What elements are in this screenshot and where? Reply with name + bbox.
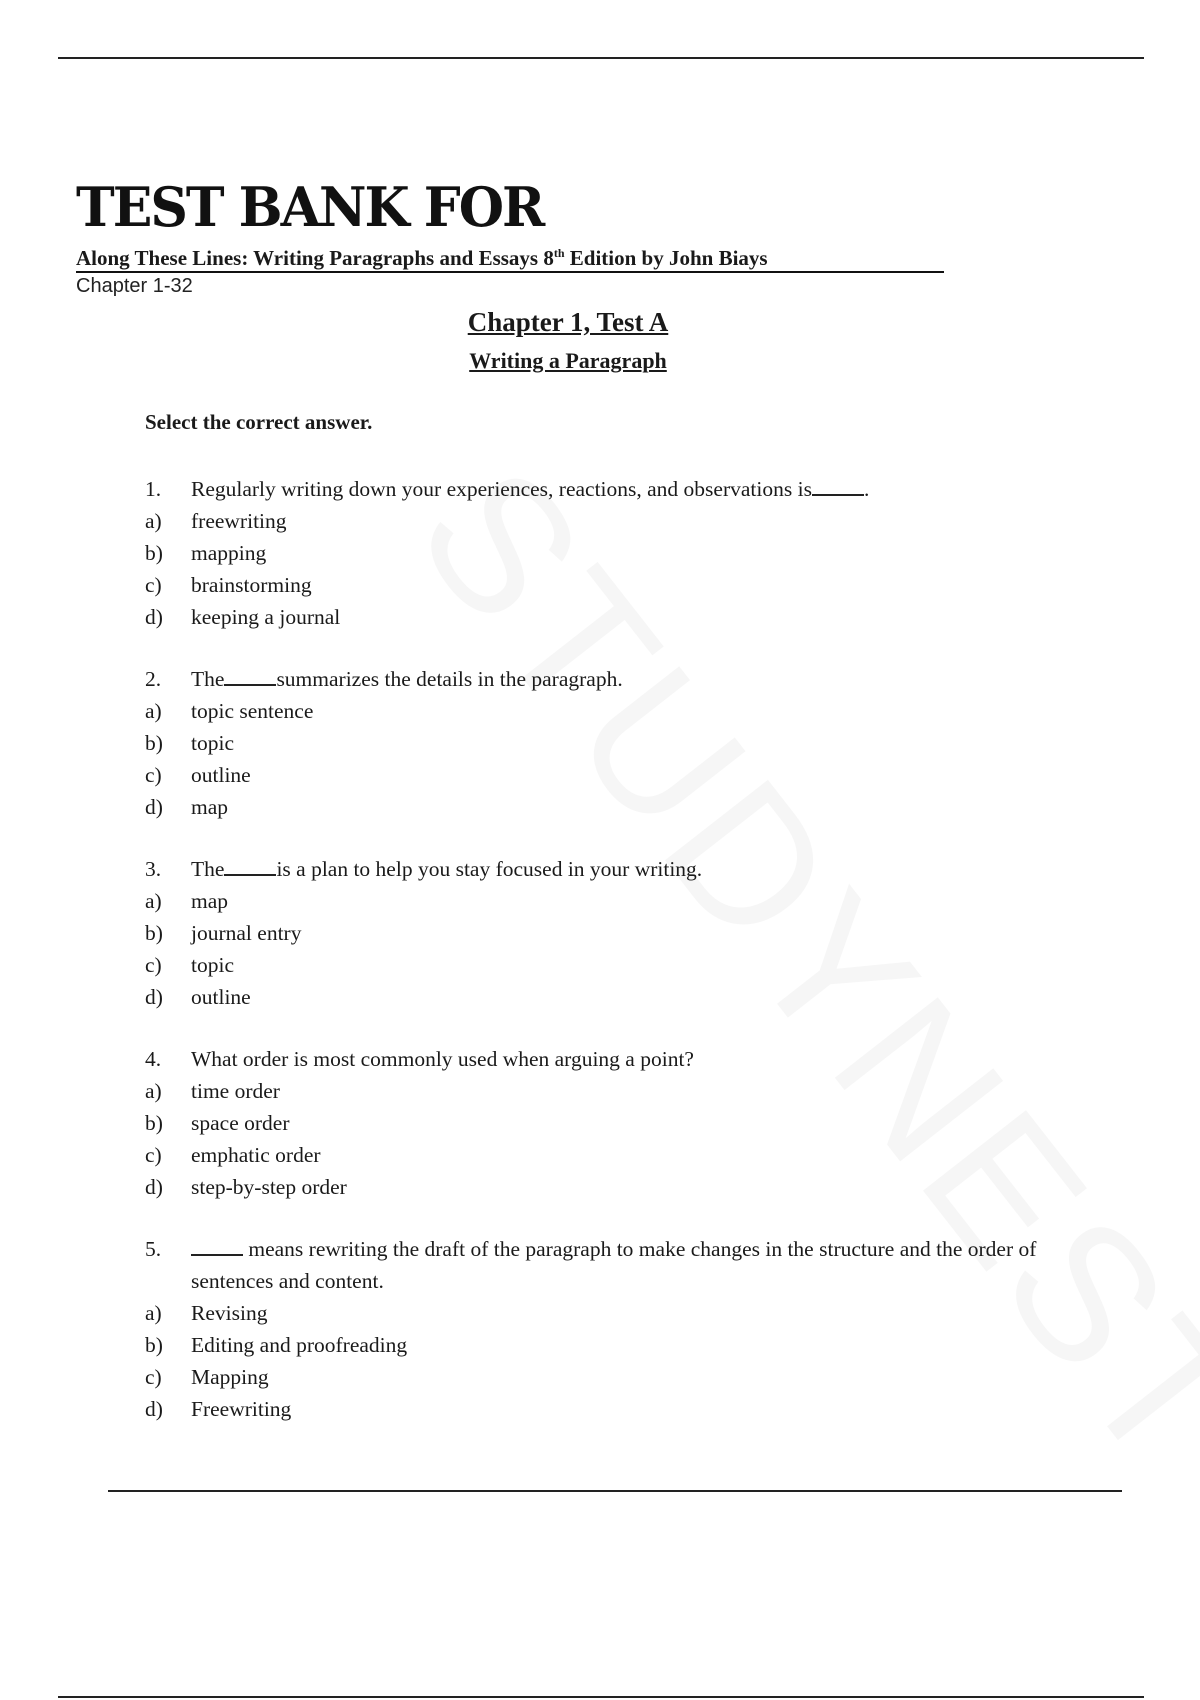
option-letter: a) — [145, 1301, 162, 1325]
option-text: outline — [191, 985, 251, 1009]
question-text — [191, 1233, 1065, 1297]
option — [145, 1075, 1065, 1107]
option-letter: d) — [145, 605, 163, 629]
option — [145, 569, 1065, 601]
question-text — [191, 473, 1065, 505]
question-5 — [145, 1233, 1065, 1425]
option-text: Freewriting — [191, 1397, 292, 1421]
option — [145, 1139, 1065, 1171]
option — [145, 505, 1065, 537]
option-text: mapping — [191, 541, 267, 565]
option — [145, 917, 1065, 949]
question-list — [145, 473, 1065, 1455]
option — [145, 1171, 1065, 1203]
question-stem — [145, 1233, 1065, 1297]
option — [145, 949, 1065, 981]
chapter-range: Chapter 1-32 — [76, 275, 193, 297]
question-stem — [145, 1043, 1065, 1075]
option — [145, 791, 1065, 823]
question-text: What order is most commonly used when arguing a point? — [191, 1047, 694, 1071]
option — [145, 1107, 1065, 1139]
question-text-before: Regularly writing down your experiences, reactions, and observations is — [191, 477, 812, 501]
option-letter: a) — [145, 699, 162, 723]
option — [145, 1361, 1065, 1393]
option-letter: b) — [145, 1333, 163, 1357]
option — [145, 601, 1065, 633]
option-text: Revising — [191, 1301, 268, 1325]
question-text-before: The — [191, 857, 225, 881]
option — [145, 695, 1065, 727]
option-letter: b) — [145, 541, 163, 565]
option — [145, 727, 1065, 759]
option-text: outline — [191, 763, 251, 787]
question-3 — [145, 853, 1065, 1013]
question-text-after: summarizes the details in the paragraph. — [276, 667, 623, 691]
option-letter: d) — [145, 1397, 163, 1421]
question-number: 4. — [145, 1047, 162, 1071]
answer-blank — [191, 1236, 243, 1256]
option-text: topic — [191, 731, 234, 755]
question-text-after: is a plan to help you stay focused in your writing. — [276, 857, 703, 881]
question-2 — [145, 663, 1065, 823]
option — [145, 1297, 1065, 1329]
option-text: step-by-step order — [191, 1175, 347, 1199]
answer-blank — [812, 476, 864, 496]
option — [145, 1393, 1065, 1425]
subtitle-superscript: th — [553, 246, 565, 260]
option-text: journal entry — [191, 921, 302, 945]
option-letter: d) — [145, 1175, 163, 1199]
question-stem — [145, 853, 1065, 885]
page-bottom-divider — [58, 1696, 1144, 1698]
option-text: keeping a journal — [191, 605, 341, 629]
option-letter: c) — [145, 1365, 162, 1389]
question-text — [191, 663, 1065, 695]
subtitle-prefix: Along These Lines: Writing Paragraphs and Essays 8 — [76, 246, 554, 270]
book-subtitle — [76, 246, 944, 273]
option — [145, 981, 1065, 1013]
option-text: topic — [191, 953, 234, 977]
option-text: time order — [191, 1079, 280, 1103]
answer-blank — [224, 666, 276, 686]
option-letter: c) — [145, 1143, 162, 1167]
option-letter: d) — [145, 795, 163, 819]
option-text: emphatic order — [191, 1143, 321, 1167]
footer-divider — [108, 1490, 1122, 1492]
question-number: 3. — [145, 857, 162, 881]
question-text-after: . — [863, 477, 870, 501]
option — [145, 759, 1065, 791]
subtitle-suffix: Edition by John Biays — [564, 246, 768, 270]
option — [145, 885, 1065, 917]
option-letter: b) — [145, 1111, 163, 1135]
question-1 — [145, 473, 1065, 633]
question-number: 2. — [145, 667, 162, 691]
option-text: Editing and proofreading — [191, 1333, 408, 1357]
option-letter: a) — [145, 889, 162, 913]
option-letter: a) — [145, 1079, 162, 1103]
question-4 — [145, 1043, 1065, 1203]
document-title: TEST BANK FOR — [76, 175, 544, 240]
option-letter: b) — [145, 731, 163, 755]
option-text: Mapping — [191, 1365, 269, 1389]
option-letter: a) — [145, 509, 162, 533]
option-text: brainstorming — [191, 573, 312, 597]
option-text: map — [191, 795, 229, 819]
option-letter: b) — [145, 921, 163, 945]
option-text: freewriting — [191, 509, 287, 533]
instruction: Select the correct answer. — [145, 410, 373, 434]
question-stem — [145, 663, 1065, 695]
question-text-before: The — [191, 667, 225, 691]
option-letter: c) — [145, 763, 162, 787]
option-text: topic sentence — [191, 699, 314, 723]
question-stem — [145, 473, 1065, 505]
answer-blank — [224, 856, 276, 876]
option-text: map — [191, 889, 229, 913]
option-letter: c) — [145, 573, 162, 597]
option — [145, 1329, 1065, 1361]
test-subtitle: Writing a Paragraph — [469, 348, 667, 373]
top-divider — [58, 57, 1144, 59]
option-text: space order — [191, 1111, 290, 1135]
option-letter: c) — [145, 953, 162, 977]
question-number: 1. — [145, 477, 162, 501]
question-text — [191, 853, 1065, 885]
question-number: 5. — [145, 1237, 162, 1261]
option-letter: d) — [145, 985, 163, 1009]
question-text-after: means rewriting the draft of the paragraph to make changes in the structure and the order of sentences and content. — [191, 1237, 1037, 1293]
option — [145, 537, 1065, 569]
test-title: Chapter 1, Test A — [467, 307, 669, 337]
